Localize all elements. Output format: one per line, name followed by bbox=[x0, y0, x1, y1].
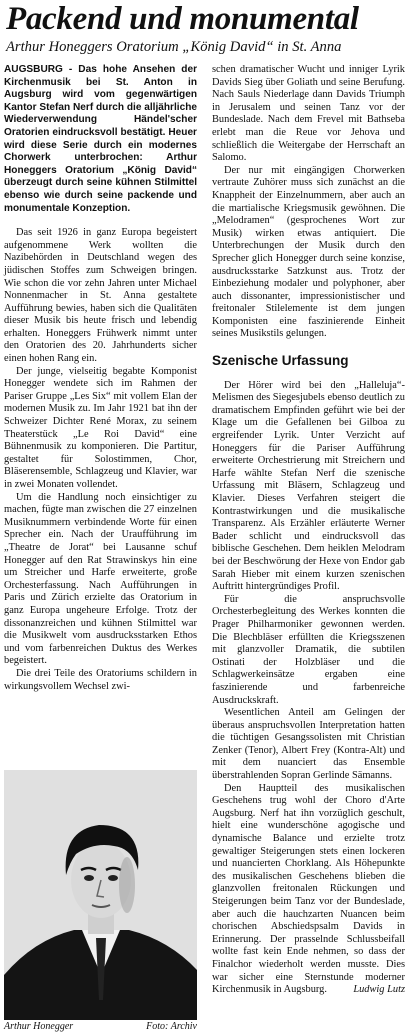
section-heading: Szenische Urfassung bbox=[212, 353, 349, 369]
portrait-image bbox=[4, 770, 197, 1020]
photo-block bbox=[4, 770, 197, 1032]
body-paragraph: Der junge, vielseitig begabte Komponist Honegger wendete sich im Rahmen der Pariser Gruppe „Les Six“ mit vollem Elan der modernen Musik zu. Im Jahr 1921 bat ihn der Schweizer Dichter René Morax, zu seinem Theaterstück „Le Roi David“ eine Bühnenmusik zu komponieren. Die Partitur, gestaltet für Solostimmen, Chor, Bläserensemble, Schlagzeug und Klavier, war in zwei Monaten vollendet. bbox=[4, 365, 197, 490]
body-paragraph: Das seit 1926 in ganz Europa begeistert aufgenommene Werk wollten die Nazibehörden in Deutschland wegen des jüdischen Stoffes zum Schweigen bringen. Wie schon die vor zehn Jahren unter Michael Nonnenmacher in St. Anna gestaltete Aufführung bewies, haben sich die Qualitäten dieser Musik bis heute frisch und lebendig erhalten. Honeggers Frühwerk nimmt unter den Oratorien des 20. Jahrhunderts sicher einen hohen Rang ein. bbox=[4, 227, 197, 365]
right-column bbox=[212, 64, 405, 997]
article-headline: Packend und monumental bbox=[6, 1, 359, 37]
article-subline: Arthur Honeggers Oratorium „König David“ in St. Anna bbox=[6, 39, 342, 55]
portrait-photo bbox=[4, 770, 197, 1020]
left-column bbox=[4, 64, 197, 693]
body-paragraph: Für die anspruchsvolle Orchesterbegleitung des Werkes konnten die Prager Philharmoniker gewonnen werden. Die Blechbläser erfüllten die Kriegsszenen mit glanzvoller Dramatik, die subtilen Ostinati der Holzbläser und die Schlagwerkeinsätze ergaben eine faszinierende und farbenreiche Ausdruckskraft. bbox=[212, 593, 405, 706]
body-paragraph: Der nur mit eingängigen Chorwerken vertraute Zuhörer muss sich zunächst an die Knappheit der Einzelnummern, aber auch an die martialische Kriegsmusik gewöhnen. Die „Melodramen“ (gesprochenes Wort zur Musik) wirken etwas antiquiert. Die Unterbrechungen der Musik durch den Sprecher glich Honegger durch seine konzise, ausdrucksstarke Satzkunst aus. Trotz der Einbeziehung modaler und polyphoner, aber auch dissonanter, impressionistischer und freitonaler Stilelemente ist dem jungen Komponisten eine faszinierende Einheit seines Musikstils gelungen. bbox=[212, 164, 405, 340]
author-byline: Ludwig Lutz bbox=[353, 984, 405, 996]
body-paragraph: Um die Handlung noch einsichtiger zu machen, fügte man zwischen die 27 einzelnen Musiknummern verbindende Worte für einen Sprecher ein. Nach der Uraufführung im „Theatre de Jorat“ bei Lausanne schuf Honegger auf den Rat Strawinskys hin eine um Streicher und Harfe erweiterte, große Orchesterfassung. Nach Aufführungen in Paris und Zürich erzielte das Oratorium in ganz Europa ungeheure Erfolge. Trotz der dissonanzreichen und kühnen Stilmittel war die Musikwelt vom ausdrucksstarken Ethos und vom farbenreichen Duktus des Werkes begeistert. bbox=[4, 491, 197, 667]
caption-subject: Arthur Honegger bbox=[4, 1021, 74, 1032]
body-paragraph: Die drei Teile des Oratoriums schildern in wirkungsvollem Wechsel zwi- bbox=[4, 667, 197, 692]
photo-caption bbox=[4, 1021, 197, 1033]
body-paragraph: Wesentlichen Anteil am Gelingen der überaus anspruchsvollen Interpretation hatten die tüchtigen Gesangssolisten mit Christian Zenker (Tenor), Albert Frey (Kontra-Alt) und mit dem nuanciert das Ensemble überstrahlenden Sopran Gerlinde Sämanns. bbox=[212, 707, 405, 782]
lead-paragraph: AUGSBURG - Das hohe Ansehen der Kirchenmusik bei St. Anton in Augsburg wird vom gegenwärtigen Kantor Stefan Nerf durch die alljährliche Wiederverwendung Händel'scher Oratorien eindrucksvoll bestätigt. Heuer wird diese Serie durch ein modernes Chorwerk unterbrochen: Arthur Honeggers Oratorium „König David“ überzeugt durch seine kühnen Stilmittel ebenso wie durch seine packende und monumentale Konzeption. bbox=[4, 64, 197, 214]
body-paragraph: Den Hauptteil des musikalischen Geschehens trug wohl der Choro d'Arte Augsburg. Nerf hat ihn vorzüglich geschult, hielt eine wunderschöne agogische und dynamische Balance und erzielte trotz gewaltiger Steigerungen stets einen lockeren und nuancierten Chorklang. Als Höhepunkte des musikalischen Geschehens blieben die glanzvollen freitonalen Rückungen und Steigerungen beim Tanz vor der Bundeslade, aber auch die hauchzarten Nuancen beim chorischen Abschiedspsalm Davids in Erinnerung. Der prasselnde Schlussbeifall wollte fast kein Ende nehmen, so dass der Finalchor wiederholt werden musste. Dies war sicher eine Sternstunde moderner Kirchenmusik in Augsburg. bbox=[212, 782, 405, 996]
caption-credit: Foto: Archiv bbox=[146, 1021, 197, 1032]
body-paragraph: Der Hörer wird bei den „Halleluja“-Melismen des Siegesjubels ebenso deutlich zu dramatischem Empfinden geführt wie bei der Klage um die Gefallenen bei Gilboa zu ergreifender Lyrik. Unter Verzicht auf Honeggers für die Pariser Aufführung erweiterte Orchestrierung mit Streichern und Harfe wählte Stefan Nerf die szenische Urfassung mit Bläsern, Schlagzeug und Klavier. Dieses Verfahren steigert die Kontrastwirkungen und die musikalische Transparenz. Als Erzähler erläuterte Werner Bader schlicht und eindrucksvoll das biblische Geschehen. Dem heiklen Melodram bei der Beschwörung der Hexe von Endor gab Sarah Hieber mit einem kurzen szenischen Auftritt hintergründiges Profil. bbox=[212, 379, 405, 593]
body-paragraph: schen dramatischer Wucht und inniger Lyrik Davids Sieg über Goliath und seine Berufung. Nach Sauls Niederlage dann Davids Triumph in Jerusalem und seinen Tanz vor der Bundeslade. Nach dem Frevel mit Bathseba erlebt man die Reue vor Jehova und schließlich die Weitergabe der Herrschaft an Salomo. bbox=[212, 64, 405, 164]
